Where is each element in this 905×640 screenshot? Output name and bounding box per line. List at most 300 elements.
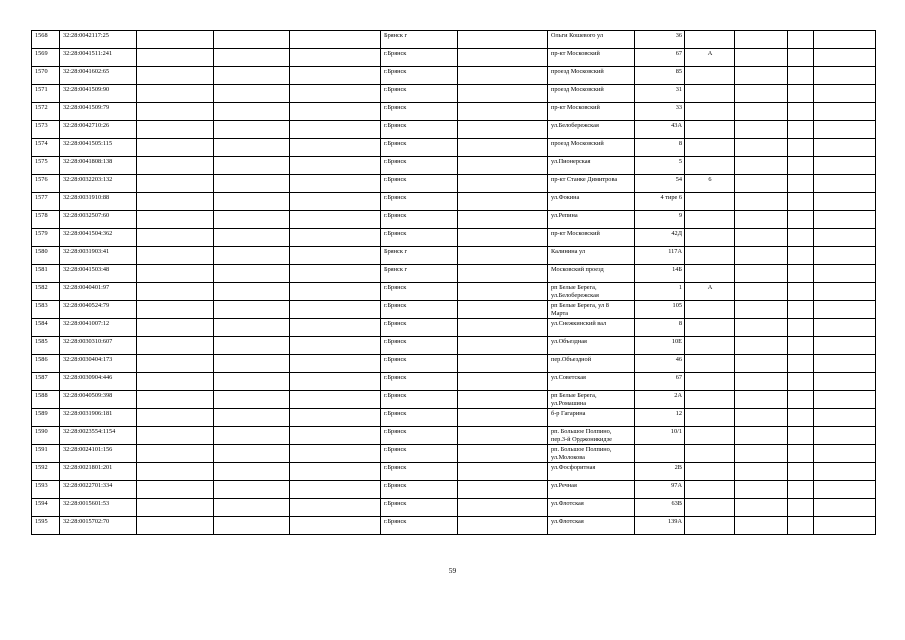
cadastral-number-cell: 32:28:0024101:156	[60, 445, 137, 463]
cadastral-number-cell: 32:28:0030904:446	[60, 373, 137, 391]
row-number-cell: 1593	[32, 481, 60, 499]
empty-cell	[214, 49, 290, 67]
empty-cell	[458, 229, 548, 247]
row-number-cell: 1574	[32, 139, 60, 157]
row-number-cell: 1568	[32, 31, 60, 49]
empty-cell	[214, 337, 290, 355]
empty-cell	[814, 31, 876, 49]
empty-cell	[814, 247, 876, 265]
house-number-cell: 54	[635, 175, 685, 193]
empty-cell	[814, 49, 876, 67]
empty-cell	[214, 121, 290, 139]
building-cell	[685, 229, 735, 247]
house-number-cell: 139А	[635, 517, 685, 535]
empty-cell	[137, 337, 214, 355]
row-number-cell: 1572	[32, 103, 60, 121]
street-line-1: ул.Фокина	[551, 194, 580, 201]
cadastral-number-cell: 32:28:0041503:48	[60, 265, 137, 283]
empty-cell	[137, 85, 214, 103]
city-cell: г.Брянск	[381, 211, 458, 229]
empty-cell	[735, 301, 788, 319]
empty-cell	[814, 229, 876, 247]
empty-cell	[788, 85, 814, 103]
empty-cell	[458, 175, 548, 193]
empty-cell	[458, 355, 548, 373]
empty-cell	[458, 499, 548, 517]
street-line-1: Калинина ул	[551, 248, 585, 255]
city-cell: Брянск г	[381, 247, 458, 265]
street-cell	[548, 193, 635, 211]
empty-cell	[814, 67, 876, 85]
empty-cell	[788, 427, 814, 445]
empty-cell	[290, 499, 381, 517]
street-line-1: пер.Объездной	[551, 356, 592, 363]
empty-cell	[137, 355, 214, 373]
row-number-cell: 1570	[32, 67, 60, 85]
empty-cell	[735, 373, 788, 391]
building-cell	[685, 157, 735, 175]
empty-cell	[735, 247, 788, 265]
empty-cell	[137, 157, 214, 175]
street-cell	[548, 463, 635, 481]
empty-cell	[814, 373, 876, 391]
empty-cell	[137, 499, 214, 517]
row-number-cell: 1575	[32, 157, 60, 175]
street-line-1: ул.Пионерская	[551, 158, 591, 165]
empty-cell	[814, 481, 876, 499]
table-body	[32, 31, 876, 535]
empty-cell	[290, 301, 381, 319]
empty-cell	[214, 157, 290, 175]
house-number-cell: 8	[635, 139, 685, 157]
empty-cell	[788, 463, 814, 481]
house-number-cell: 14Б	[635, 265, 685, 283]
city-cell: г.Брянск	[381, 391, 458, 409]
building-cell	[685, 445, 735, 463]
street-cell	[548, 49, 635, 67]
street-line-1: пр-кт Московский	[551, 50, 600, 57]
empty-cell	[735, 121, 788, 139]
empty-cell	[137, 175, 214, 193]
street-line-1: ул.Флотская	[551, 500, 584, 507]
house-number-cell: 33	[635, 103, 685, 121]
city-cell: г.Брянск	[381, 517, 458, 535]
cadastral-number-cell: 32:28:0040509:398	[60, 391, 137, 409]
cadastral-number-cell: 32:28:0031903:41	[60, 247, 137, 265]
empty-cell	[735, 409, 788, 427]
cadastral-number-cell: 32:28:0041505:115	[60, 139, 137, 157]
city-cell: г.Брянск	[381, 157, 458, 175]
street-cell	[548, 67, 635, 85]
empty-cell	[290, 31, 381, 49]
row-number-cell: 1569	[32, 49, 60, 67]
empty-cell	[788, 445, 814, 463]
city-cell: г.Брянск	[381, 139, 458, 157]
house-number-cell: 10/1	[635, 427, 685, 445]
empty-cell	[290, 67, 381, 85]
cadastral-number-cell: 32:28:0041511:241	[60, 49, 137, 67]
cadastral-number-cell: 32:28:0031906:181	[60, 409, 137, 427]
empty-cell	[137, 139, 214, 157]
city-cell: г.Брянск	[381, 409, 458, 427]
empty-cell	[290, 121, 381, 139]
empty-cell	[788, 175, 814, 193]
empty-cell	[458, 517, 548, 535]
table-row	[32, 67, 876, 85]
empty-cell	[290, 265, 381, 283]
empty-cell	[735, 67, 788, 85]
empty-cell	[137, 193, 214, 211]
empty-cell	[814, 319, 876, 337]
cadastral-number-cell: 32:28:0031910:88	[60, 193, 137, 211]
empty-cell	[290, 337, 381, 355]
table-row	[32, 247, 876, 265]
house-number-cell: 4 тире 6	[635, 193, 685, 211]
street-cell	[548, 445, 635, 463]
building-cell	[685, 211, 735, 229]
city-cell: г.Брянск	[381, 499, 458, 517]
empty-cell	[290, 283, 381, 301]
building-cell: А	[685, 49, 735, 67]
empty-cell	[214, 67, 290, 85]
city-cell: г.Брянск	[381, 103, 458, 121]
building-cell	[685, 121, 735, 139]
empty-cell	[788, 49, 814, 67]
house-number-cell: 42Д	[635, 229, 685, 247]
empty-cell	[814, 391, 876, 409]
empty-cell	[788, 373, 814, 391]
empty-cell	[735, 31, 788, 49]
house-number-cell: 9	[635, 211, 685, 229]
empty-cell	[788, 31, 814, 49]
street-cell	[548, 427, 635, 445]
empty-cell	[214, 319, 290, 337]
empty-cell	[137, 463, 214, 481]
street-line-2: пер.3-й Орджоникидзе	[551, 436, 612, 443]
cadastral-number-cell: 32:28:0042710:26	[60, 121, 137, 139]
empty-cell	[458, 373, 548, 391]
empty-cell	[137, 373, 214, 391]
table-row	[32, 139, 876, 157]
house-number-cell: 105	[635, 301, 685, 319]
table-row	[32, 301, 876, 319]
empty-cell	[814, 265, 876, 283]
empty-cell	[788, 193, 814, 211]
building-cell	[685, 463, 735, 481]
empty-cell	[458, 391, 548, 409]
house-number-cell: 1	[635, 283, 685, 301]
empty-cell	[814, 283, 876, 301]
empty-cell	[137, 265, 214, 283]
empty-cell	[814, 427, 876, 445]
street-cell	[548, 517, 635, 535]
building-cell	[685, 301, 735, 319]
table-row	[32, 265, 876, 283]
empty-cell	[214, 445, 290, 463]
empty-cell	[137, 283, 214, 301]
empty-cell	[735, 103, 788, 121]
empty-cell	[458, 427, 548, 445]
street-cell	[548, 265, 635, 283]
row-number-cell: 1587	[32, 373, 60, 391]
table-row	[32, 211, 876, 229]
empty-cell	[788, 229, 814, 247]
empty-cell	[735, 49, 788, 67]
street-line-1: проезд Московский	[551, 86, 604, 93]
empty-cell	[290, 85, 381, 103]
table-row	[32, 409, 876, 427]
empty-cell	[290, 409, 381, 427]
empty-cell	[788, 301, 814, 319]
building-cell	[685, 31, 735, 49]
row-number-cell: 1589	[32, 409, 60, 427]
row-number-cell: 1591	[32, 445, 60, 463]
empty-cell	[214, 85, 290, 103]
city-cell: г.Брянск	[381, 49, 458, 67]
empty-cell	[137, 445, 214, 463]
row-number-cell: 1584	[32, 319, 60, 337]
empty-cell	[458, 337, 548, 355]
street-line-1: рп. Большое Полпино,	[551, 428, 612, 435]
cadastral-number-cell: 32:28:0030310:607	[60, 337, 137, 355]
empty-cell	[290, 49, 381, 67]
house-number-cell: 67	[635, 373, 685, 391]
cadastral-number-cell: 32:28:0021801:201	[60, 463, 137, 481]
empty-cell	[290, 355, 381, 373]
house-number-cell: 12	[635, 409, 685, 427]
city-cell: г.Брянск	[381, 481, 458, 499]
street-line-1: рп Белые Берега,	[551, 392, 597, 399]
cadastral-number-cell: 32:28:0041007:12	[60, 319, 137, 337]
row-number-cell: 1581	[32, 265, 60, 283]
street-line-1: ул.Снежкинский вал	[551, 320, 607, 327]
table-row	[32, 391, 876, 409]
building-cell	[685, 247, 735, 265]
table-row	[32, 355, 876, 373]
empty-cell	[137, 67, 214, 85]
empty-cell	[814, 121, 876, 139]
street-line-2: Марта	[551, 310, 569, 317]
table-row	[32, 373, 876, 391]
table-row	[32, 445, 876, 463]
empty-cell	[788, 283, 814, 301]
house-number-cell: 10Е	[635, 337, 685, 355]
empty-cell	[290, 445, 381, 463]
empty-cell	[214, 409, 290, 427]
building-cell	[685, 409, 735, 427]
street-line-1: проезд Московский	[551, 140, 604, 147]
table-row	[32, 175, 876, 193]
street-cell	[548, 121, 635, 139]
cadastral-number-cell: 32:28:0040401:97	[60, 283, 137, 301]
empty-cell	[814, 175, 876, 193]
empty-cell	[735, 265, 788, 283]
empty-cell	[214, 31, 290, 49]
city-cell: г.Брянск	[381, 193, 458, 211]
street-cell	[548, 301, 635, 319]
street-cell	[548, 157, 635, 175]
empty-cell	[214, 103, 290, 121]
cadastral-number-cell: 32:28:0041808:138	[60, 157, 137, 175]
empty-cell	[214, 481, 290, 499]
street-cell	[548, 139, 635, 157]
empty-cell	[458, 445, 548, 463]
building-cell	[685, 265, 735, 283]
street-line-2: ул.Молокова	[551, 454, 585, 461]
row-number-cell: 1595	[32, 517, 60, 535]
empty-cell	[735, 157, 788, 175]
street-line-1: ул.Белобережская	[551, 122, 599, 129]
street-line-1: рп. Большое Полпино,	[551, 446, 612, 453]
street-line-1: проезд Московский	[551, 68, 604, 75]
row-number-cell: 1592	[32, 463, 60, 481]
empty-cell	[458, 157, 548, 175]
table-row	[32, 463, 876, 481]
empty-cell	[814, 355, 876, 373]
empty-cell	[788, 211, 814, 229]
row-number-cell: 1577	[32, 193, 60, 211]
street-line-1: б-р Гагарина	[551, 410, 586, 417]
empty-cell	[290, 157, 381, 175]
row-number-cell: 1578	[32, 211, 60, 229]
empty-cell	[788, 265, 814, 283]
table-row	[32, 49, 876, 67]
city-cell: г.Брянск	[381, 445, 458, 463]
row-number-cell: 1590	[32, 427, 60, 445]
empty-cell	[735, 391, 788, 409]
empty-cell	[214, 247, 290, 265]
row-number-cell: 1588	[32, 391, 60, 409]
city-cell: г.Брянск	[381, 337, 458, 355]
cadastral-number-cell: 32:28:0015702:70	[60, 517, 137, 535]
empty-cell	[214, 283, 290, 301]
table-row	[32, 31, 876, 49]
empty-cell	[214, 463, 290, 481]
city-cell: г.Брянск	[381, 67, 458, 85]
empty-cell	[137, 211, 214, 229]
empty-cell	[458, 481, 548, 499]
empty-cell	[458, 409, 548, 427]
row-number-cell: 1576	[32, 175, 60, 193]
empty-cell	[290, 175, 381, 193]
empty-cell	[137, 121, 214, 139]
registry-table	[31, 30, 876, 535]
table-row	[32, 499, 876, 517]
city-cell: г.Брянск	[381, 463, 458, 481]
empty-cell	[214, 211, 290, 229]
house-number-cell: 67	[635, 49, 685, 67]
empty-cell	[137, 481, 214, 499]
house-number-cell: 36	[635, 31, 685, 49]
empty-cell	[458, 463, 548, 481]
street-cell	[548, 337, 635, 355]
empty-cell	[290, 319, 381, 337]
empty-cell	[735, 517, 788, 535]
empty-cell	[290, 481, 381, 499]
empty-cell	[788, 139, 814, 157]
table-row	[32, 193, 876, 211]
empty-cell	[290, 373, 381, 391]
cadastral-number-cell: 32:28:0032203:132	[60, 175, 137, 193]
empty-cell	[214, 355, 290, 373]
empty-cell	[137, 49, 214, 67]
city-cell: г.Брянск	[381, 427, 458, 445]
city-cell: г.Брянск	[381, 121, 458, 139]
empty-cell	[788, 121, 814, 139]
cadastral-number-cell: 32:28:0022701:334	[60, 481, 137, 499]
table-row	[32, 517, 876, 535]
empty-cell	[214, 373, 290, 391]
street-cell	[548, 211, 635, 229]
building-cell	[685, 85, 735, 103]
city-cell: г.Брянск	[381, 283, 458, 301]
cadastral-number-cell: 32:28:0023554:1154	[60, 427, 137, 445]
empty-cell	[214, 499, 290, 517]
empty-cell	[814, 157, 876, 175]
row-number-cell: 1580	[32, 247, 60, 265]
table-row	[32, 103, 876, 121]
empty-cell	[735, 445, 788, 463]
empty-cell	[458, 121, 548, 139]
house-number-cell: 2А	[635, 391, 685, 409]
table-row	[32, 229, 876, 247]
empty-cell	[814, 211, 876, 229]
building-cell	[685, 193, 735, 211]
city-cell: Брянск г	[381, 265, 458, 283]
city-cell: г.Брянск	[381, 229, 458, 247]
row-number-cell: 1582	[32, 283, 60, 301]
street-cell	[548, 283, 635, 301]
street-line-2: ул.Ромашина	[551, 400, 587, 407]
empty-cell	[137, 247, 214, 265]
street-cell	[548, 373, 635, 391]
empty-cell	[290, 193, 381, 211]
street-line-1: ул.Речная	[551, 482, 577, 489]
empty-cell	[788, 337, 814, 355]
empty-cell	[290, 427, 381, 445]
empty-cell	[214, 229, 290, 247]
cadastral-number-cell: 32:28:0042117:25	[60, 31, 137, 49]
street-line-1: ул.Флотская	[551, 518, 584, 525]
street-cell	[548, 481, 635, 499]
building-cell	[685, 517, 735, 535]
street-line-1: пр-кт Станке Димитрова	[551, 176, 618, 183]
empty-cell	[458, 31, 548, 49]
building-cell	[685, 319, 735, 337]
street-cell	[548, 85, 635, 103]
city-cell: г.Брянск	[381, 373, 458, 391]
empty-cell	[137, 391, 214, 409]
street-line-1: Московский проезд	[551, 266, 604, 273]
empty-cell	[137, 301, 214, 319]
empty-cell	[137, 319, 214, 337]
empty-cell	[814, 193, 876, 211]
empty-cell	[290, 139, 381, 157]
cadastral-number-cell: 32:28:0030404:173	[60, 355, 137, 373]
empty-cell	[814, 409, 876, 427]
house-number-cell: 46	[635, 355, 685, 373]
empty-cell	[814, 337, 876, 355]
empty-cell	[814, 301, 876, 319]
house-number-cell: 2В	[635, 463, 685, 481]
empty-cell	[137, 427, 214, 445]
empty-cell	[290, 229, 381, 247]
house-number-cell: 85	[635, 67, 685, 85]
empty-cell	[458, 49, 548, 67]
empty-cell	[137, 31, 214, 49]
empty-cell	[290, 517, 381, 535]
empty-cell	[814, 463, 876, 481]
